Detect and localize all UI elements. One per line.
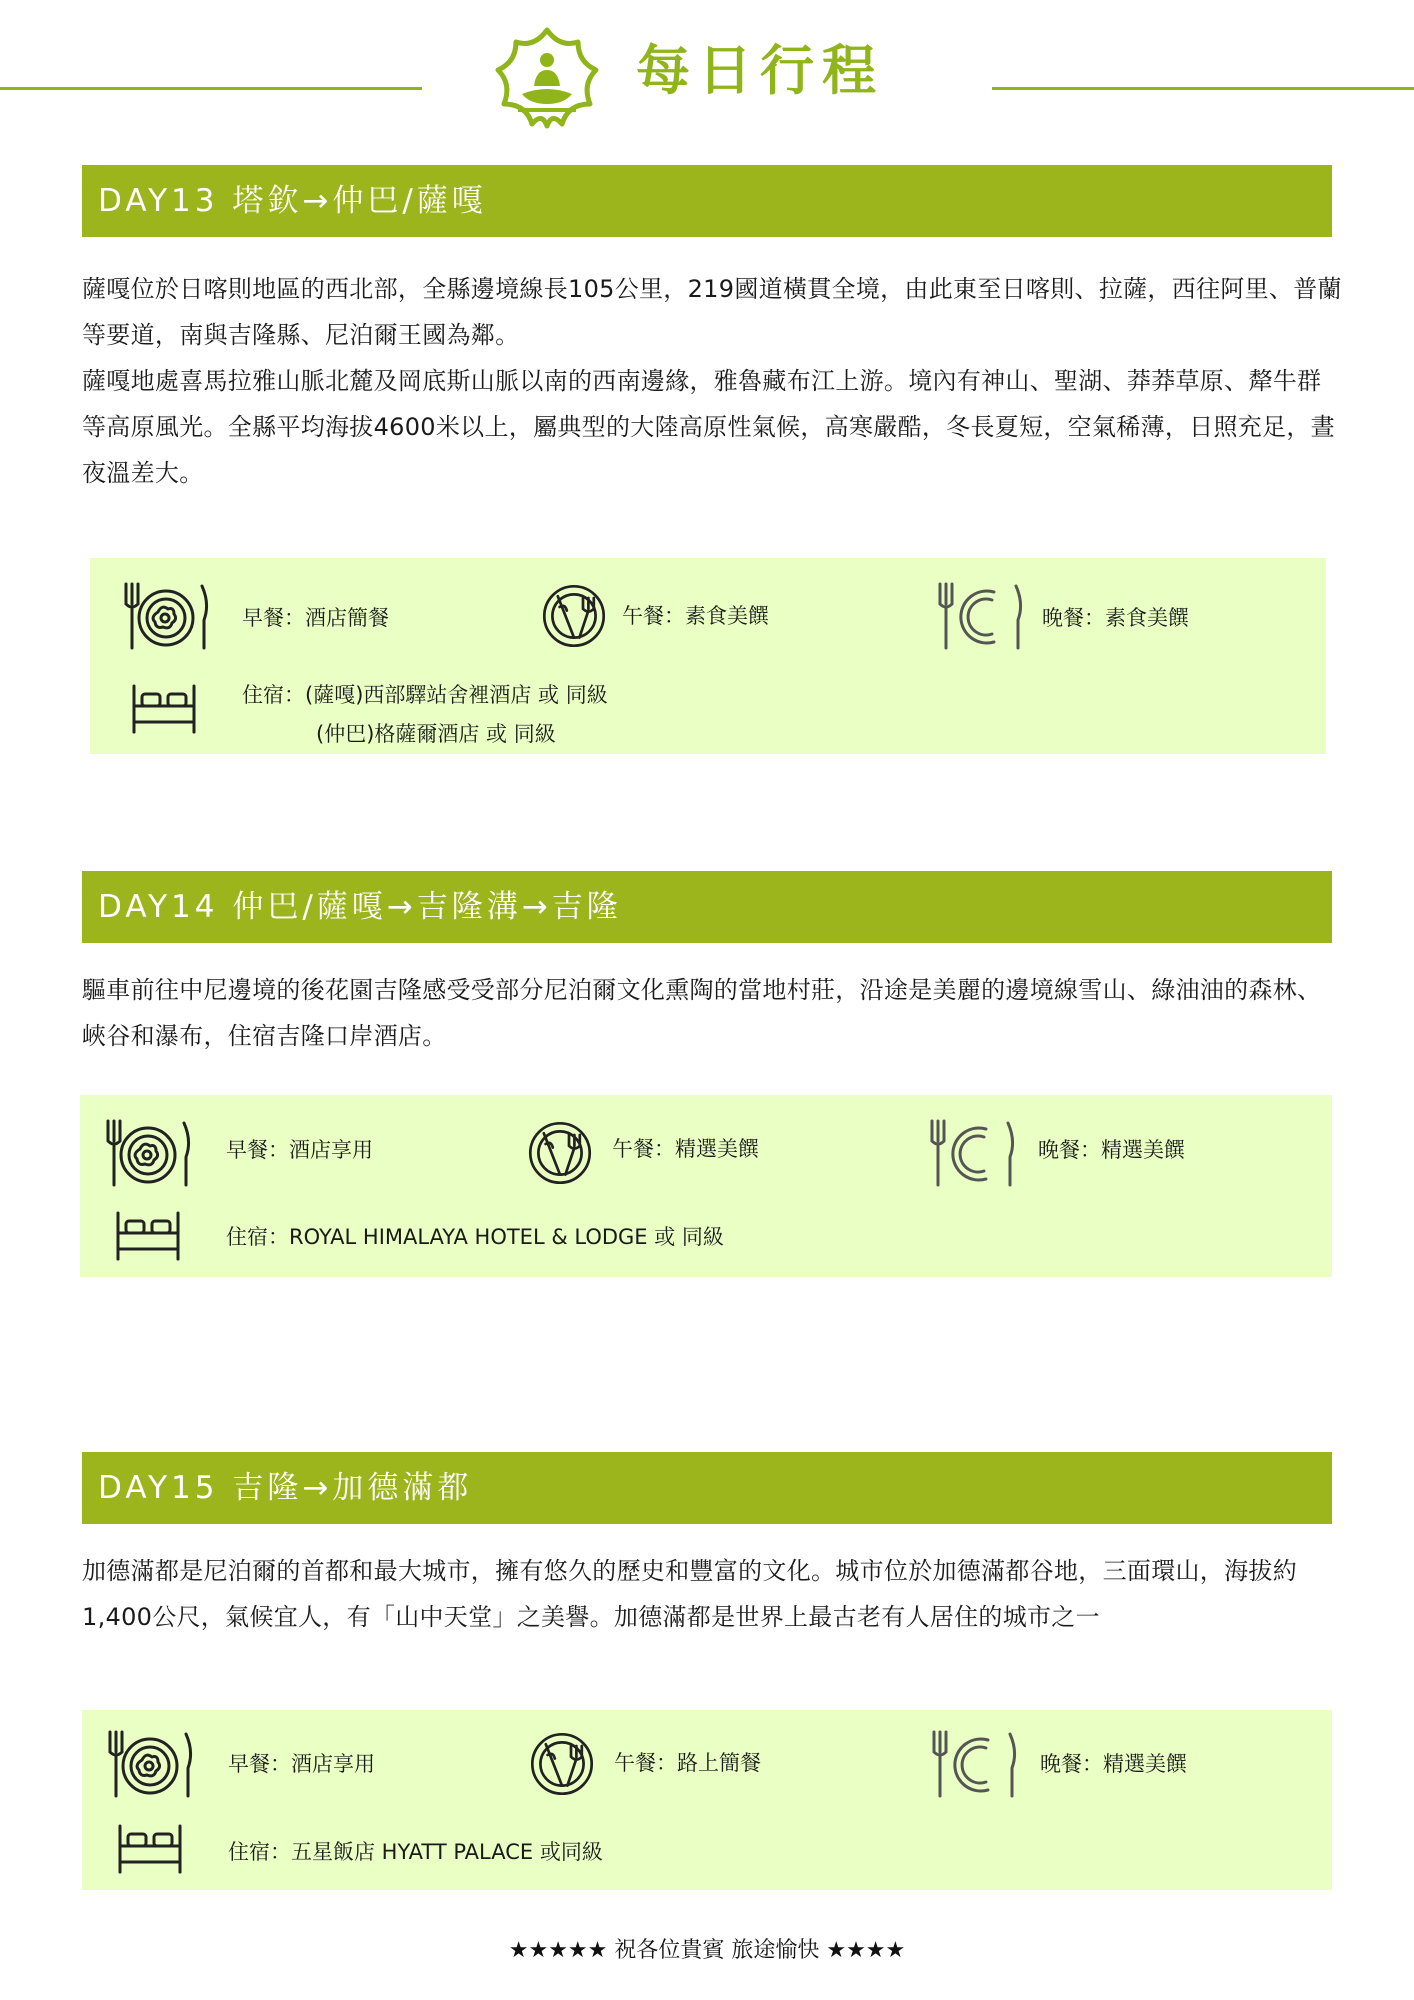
day-14-breakfast: 早餐：酒店享用 (226, 1138, 373, 1162)
header-line-right (992, 87, 1414, 90)
lunch-plate-icon (526, 1728, 598, 1800)
day-15-breakfast: 早餐：酒店享用 (228, 1752, 375, 1776)
day-14-hotel: 住宿：ROYAL HIMALAYA HOTEL & LODGE 或 同級 (226, 1225, 724, 1249)
day-15-info-box (82, 1710, 1332, 1890)
day-13-info-box (90, 558, 1326, 754)
day-14-dinner: 晚餐：精選美饌 (1038, 1138, 1185, 1162)
day-14-lunch: 午餐：精選美饌 (612, 1137, 759, 1161)
page-title: 每日行程 (636, 39, 884, 102)
day-15-description (82, 1548, 1342, 1640)
breakfast-plate-icon (118, 580, 214, 652)
footer-greeting: ★★★★★ 祝各位貴賓 旅途愉快 ★★★★ (508, 1938, 906, 1963)
day-13-breakfast: 早餐：酒店簡餐 (242, 606, 389, 630)
meditating-figure-lotus-icon (492, 26, 602, 132)
lunch-plate-icon (538, 580, 610, 652)
day-13-hotel-alt: (仲巴)格薩爾酒店 或 同級 (316, 722, 556, 746)
day-14-description (82, 967, 1342, 1059)
day-15-paragraph: 加德滿都是尼泊爾的首都和最大城市，擁有悠久的歷史和豐富的文化。城市位於加德滿都谷地，三面環山，海拔約1,400公尺，氣候宜人，有「山中天堂」之美譽。加德滿都是世界上最古老有人居住的城市之一 (82, 1557, 1297, 1631)
day-13-paragraph: 薩嘎位於日喀則地區的西北部，全縣邊境線長105公里，219國道橫貫全境，由此東至日喀則、拉薩，西往阿里、普蘭等要道，南與吉隆縣、尼泊爾王國為鄰。 (82, 275, 1342, 349)
day-13-title: DAY13 塔欽→仲巴/薩嘎 (82, 165, 1332, 237)
dinner-plate-icon (932, 580, 1028, 652)
day-15-hotel: 住宿：五星飯店 HYATT PALACE 或同級 (228, 1840, 603, 1864)
day-13-lunch: 午餐：素食美饌 (622, 604, 769, 628)
lunch-plate-icon (524, 1117, 596, 1189)
breakfast-plate-icon (100, 1117, 196, 1189)
dinner-plate-icon (926, 1728, 1022, 1800)
day-13-dinner: 晚餐：素食美饌 (1042, 606, 1189, 630)
day-14-title: DAY14 仲巴/薩嘎→吉隆溝→吉隆 (82, 871, 1332, 943)
day-14-paragraph: 驅車前往中尼邊境的後花園吉隆感受受部分尼泊爾文化熏陶的當地村莊，沿途是美麗的邊境線雪山、綠油油的森林、峽谷和瀑布，住宿吉隆口岸酒店。 (82, 976, 1322, 1050)
bed-icon (128, 682, 200, 738)
bed-icon (114, 1822, 186, 1878)
dinner-plate-icon (924, 1117, 1020, 1189)
day-13-paragraph: 薩嘎地處喜馬拉雅山脈北麓及岡底斯山脈以南的西南邊緣，雅魯藏布江上游。境內有神山、聖湖、莽莽草原、犛牛群等高原風光。全縣平均海拔4600米以上，屬典型的大陸高原性氣候，高寒嚴酷，冬長夏短，空氣稀薄，日照充足，晝夜溫差大。 (82, 367, 1335, 487)
header-line-left (0, 87, 422, 90)
day-15-lunch: 午餐：路上簡餐 (614, 1751, 761, 1775)
day-14-info-box (80, 1095, 1332, 1277)
day-15-title: DAY15 吉隆→加德滿都 (82, 1452, 1332, 1524)
day-13-hotel: 住宿：(薩嘎)西部驛站舍裡酒店 或 同級 (242, 683, 608, 707)
breakfast-plate-icon (102, 1728, 198, 1800)
day-15-dinner: 晚餐：精選美饌 (1040, 1752, 1187, 1776)
day-13-description (82, 266, 1342, 496)
bed-icon (112, 1209, 184, 1265)
